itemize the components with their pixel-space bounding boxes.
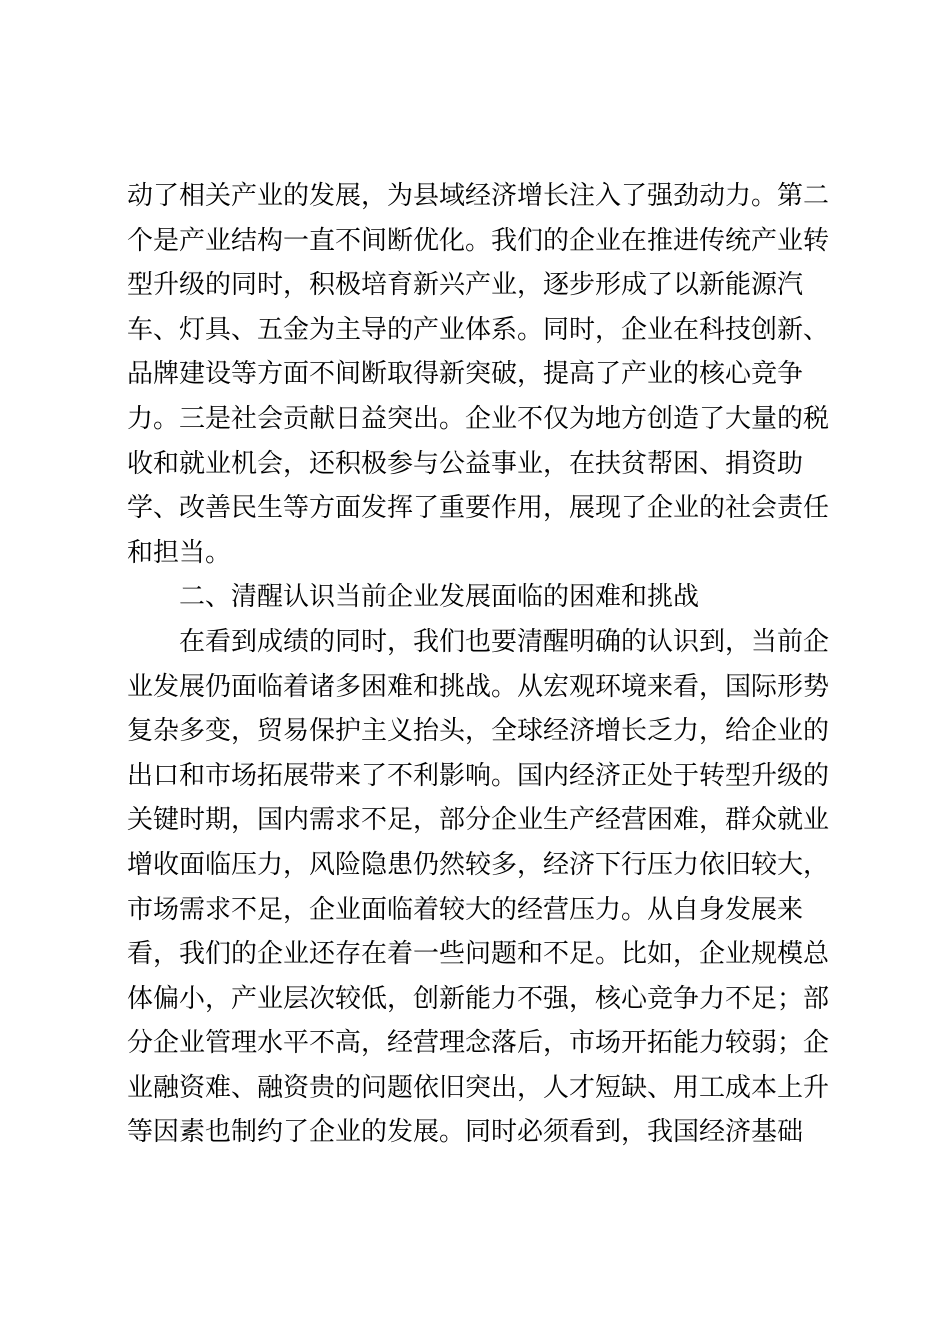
text-line: 出口和市场拓展带来了不利影响。国内经济正处于转型升级的 bbox=[127, 760, 830, 791]
text-line: 力。三是社会贡献日益突出。企业不仅为地方创造了大量的税 bbox=[127, 403, 830, 434]
body-text bbox=[127, 174, 830, 1155]
text-line: 关键时期，国内需求不足，部分企业生产经营困难，群众就业 bbox=[127, 805, 830, 836]
text-line: 收和就业机会，还积极参与公益事业，在扶贫帮困、捐资助 bbox=[127, 448, 804, 479]
text-line: 和担当。 bbox=[127, 537, 232, 568]
text-line: 看，我们的企业还存在着一些问题和不足。比如，企业规模总 bbox=[127, 939, 830, 970]
text-line: 业发展仍面临着诸多困难和挑战。从宏观环境来看，国际形势 bbox=[127, 671, 830, 702]
text-line: 分企业管理水平不高，经营理念落后，市场开拓能力较弱；企 bbox=[127, 1028, 830, 1059]
text-line: 在看到成绩的同时，我们也要清醒明确的认识到，当前企 bbox=[179, 626, 830, 657]
text-line: 动了相关产业的发展，为县域经济增长注入了强劲动力。第二 bbox=[127, 181, 830, 211]
text-line: 个是产业结构一直不间断优化。我们的企业在推进传统产业转 bbox=[127, 225, 830, 256]
text-line: 复杂多变，贸易保护主义抬头，全球经济增长乏力，给企业的 bbox=[127, 716, 830, 747]
text-line: 品牌建设等方面不间断取得新突破，提高了产业的核心竞争 bbox=[127, 359, 804, 390]
text-line: 等因素也制约了企业的发展。同时必须看到，我国经济基础 bbox=[127, 1117, 804, 1148]
text-line: 业融资难、融资贵的问题依旧突出，人才短缺、用工成本上升 bbox=[127, 1072, 830, 1103]
text-line: 车、灯具、五金为主导的产业体系。同时，企业在科技创新、 bbox=[127, 314, 830, 345]
text-line: 市场需求不足，企业面临着较大的经营压力。从自身发展来 bbox=[127, 894, 804, 925]
text-line: 增收面临压力，风险隐患仍然较多，经济下行压力依旧较大， bbox=[127, 849, 830, 880]
section-heading: 二、清醒认识当前企业发展面临的困难和挑战 bbox=[179, 582, 700, 613]
text-line: 体偏小，产业层次较低，创新能力不强，核心竞争力不足；部 bbox=[127, 983, 830, 1014]
text-line: 型升级的同时，积极培育新兴产业，逐步形成了以新能源汽 bbox=[127, 270, 804, 301]
text-line: 学、改善民生等方面发挥了重要作用，展现了企业的社会责任 bbox=[127, 493, 830, 524]
